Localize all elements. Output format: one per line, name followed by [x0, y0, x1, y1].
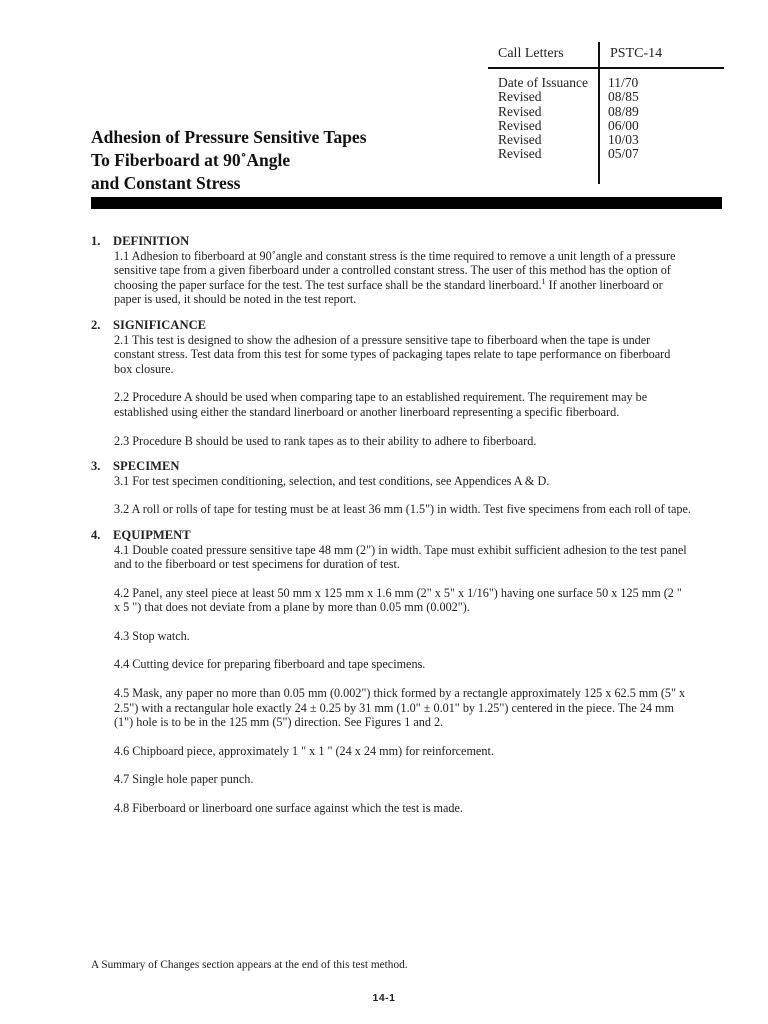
- revision-row: [498, 132, 639, 148]
- paragraph: [91, 390, 691, 419]
- paragraph: [91, 744, 691, 759]
- title-line-3: and Constant Stress: [91, 173, 241, 193]
- paragraph: [91, 474, 691, 489]
- revision-date: 10/03: [608, 132, 639, 148]
- section-number: 2.: [91, 317, 101, 332]
- section-number: 1.: [91, 234, 101, 248]
- paragraph-text: 2.3 Procedure B should be used to rank tapes as to their ability to adhere to fiberboard.: [114, 433, 537, 448]
- paragraph: [91, 502, 691, 517]
- revision-dates: [498, 75, 639, 162]
- revision-label: Revised: [498, 146, 542, 162]
- paragraph-text: 3.1 For test specimen conditioning, selection, and test conditions, see Appendices A & D.: [114, 473, 550, 488]
- call-letters-value: PSTC-14: [610, 46, 663, 61]
- title-line-1: Adhesion of Pressure Sensitive Tapes: [91, 127, 367, 147]
- footnote: A Summary of Changes section appears at the end of this test method.: [91, 959, 408, 971]
- revision-label: Revised: [498, 89, 542, 105]
- paragraph-text: 4.7 Single hole paper punch.: [114, 772, 254, 787]
- document-body: [91, 234, 691, 827]
- paragraph: [91, 772, 691, 787]
- paragraph: [91, 657, 691, 672]
- paragraph-text: 4.3 Stop watch.: [114, 628, 190, 643]
- paragraph: [91, 586, 691, 615]
- section-number: 4.: [91, 527, 101, 542]
- revision-row: [498, 117, 639, 133]
- section-title: DEFINITION: [113, 234, 190, 248]
- revision-date: 05/07: [608, 146, 639, 162]
- call-letters-row: [498, 46, 663, 62]
- paragraph-text: 3.2 A roll or rolls of tape for testing must be at least 36 mm (1.5") in width. Test five specimens from each roll of tape.: [114, 502, 691, 517]
- header-divider-horizontal: [488, 67, 724, 69]
- page-number: [0, 992, 768, 1004]
- paragraph-text: 4.8 Fiberboard or linerboard one surface against which the test is made.: [114, 801, 463, 816]
- revision-label: Revised: [498, 132, 542, 148]
- paragraph-text: 2.2 Procedure A should be used when comparing tape to an established requirement. The requirement may be established using either the standard linerboard or another linerboard representing a specific fiberboard.: [114, 390, 648, 419]
- paragraph-text: 4.2 Panel, any steel piece at least 50 mm x 125 mm x 1.6 mm (2" x 5" x 1/16") having one surface 50 x 125 mm (2 " x 5 ") that does not deviate from a plane by more than 0.05 mm (0.002").: [114, 585, 682, 615]
- revision-row: [498, 146, 639, 162]
- paragraph: [91, 686, 691, 730]
- section-heading: [91, 234, 691, 249]
- paragraph-text: 2.1 This test is designed to show the adhesion of a pressure sensitive tape to fiberboard when the tape is under constant stress. Test data from this test for some types of packaging tapes relate to tape performance on fiberboard box closure.: [114, 332, 671, 376]
- document-title: [91, 126, 471, 195]
- section-title: SIGNIFICANCE: [113, 317, 207, 332]
- header-divider-vertical: [598, 42, 600, 184]
- paragraph: [91, 543, 691, 572]
- revision-label: Revised: [498, 117, 542, 133]
- revision-row: [498, 75, 639, 90]
- revision-date: 06/00: [608, 117, 639, 133]
- paragraph: [91, 629, 691, 644]
- section: [91, 318, 691, 448]
- section: [91, 528, 691, 816]
- section-heading: [91, 528, 691, 543]
- revision-row: [498, 103, 639, 119]
- paragraph: [91, 249, 691, 307]
- paragraph-text: 4.5 Mask, any paper no more than 0.05 mm (0.002") thick formed by a rectangle approximately 125 x 62.5 mm (5" x 2.5") with a rectangular hole exactly 24 ± 0.25 by 31 mm (1.0" ± 0.01" by 1.25") centered in the piece. The 24 mm (1") hole is to be in the 125 mm (5") direction. See Figures 1 and 2.: [114, 686, 686, 730]
- section-title: EQUIPMENT: [113, 527, 191, 542]
- paragraph-text-tail: If another linerboard or paper is used, it should be noted in the test report.: [114, 277, 663, 307]
- page-number-text: 14-1: [372, 992, 396, 1004]
- footnote-marker: 1: [541, 276, 546, 286]
- section: [91, 234, 691, 307]
- revision-date: 08/85: [608, 89, 639, 105]
- revision-date: 11/70: [608, 75, 639, 90]
- paragraph-text: 4.6 Chipboard piece, approximately 1 " x 1 " (24 x 24 mm) for reinforcement.: [114, 743, 494, 758]
- paragraph-text: 1.1 Adhesion to fiberboard at 90˚angle and constant stress is the time required to remove a unit length of a pressure sensitive tape from a given fiberboard under a controlled constant stress. The user of this method has the option of choosing the paper surface for the test. The test surface shall be the standard linerboard.: [114, 248, 676, 292]
- paragraph: [91, 434, 691, 449]
- paragraph: [91, 333, 691, 377]
- revision-label: Revised: [498, 103, 542, 119]
- title-line-2: To Fiberboard at 90˚Angle: [91, 150, 291, 170]
- section-heading: [91, 318, 691, 333]
- section-heading: [91, 459, 691, 474]
- paragraph: [91, 801, 691, 816]
- section-number: 3.: [91, 459, 101, 474]
- revision-row: [498, 89, 639, 105]
- paragraph-text: 4.4 Cutting device for preparing fiberboard and tape specimens.: [114, 657, 426, 672]
- section-title: SPECIMEN: [113, 459, 180, 474]
- call-letters-label: Call Letters: [498, 46, 564, 61]
- revision-label: Date of Issuance: [498, 75, 588, 90]
- revision-date: 08/89: [608, 103, 639, 119]
- section: [91, 459, 691, 517]
- title-rule: [91, 197, 722, 209]
- paragraph-text: 4.1 Double coated pressure sensitive tape 48 mm (2") in width. Tape must exhibit sufficient adhesion to the test panel and to the fiberboard or test specimens for duration of test.: [114, 542, 687, 572]
